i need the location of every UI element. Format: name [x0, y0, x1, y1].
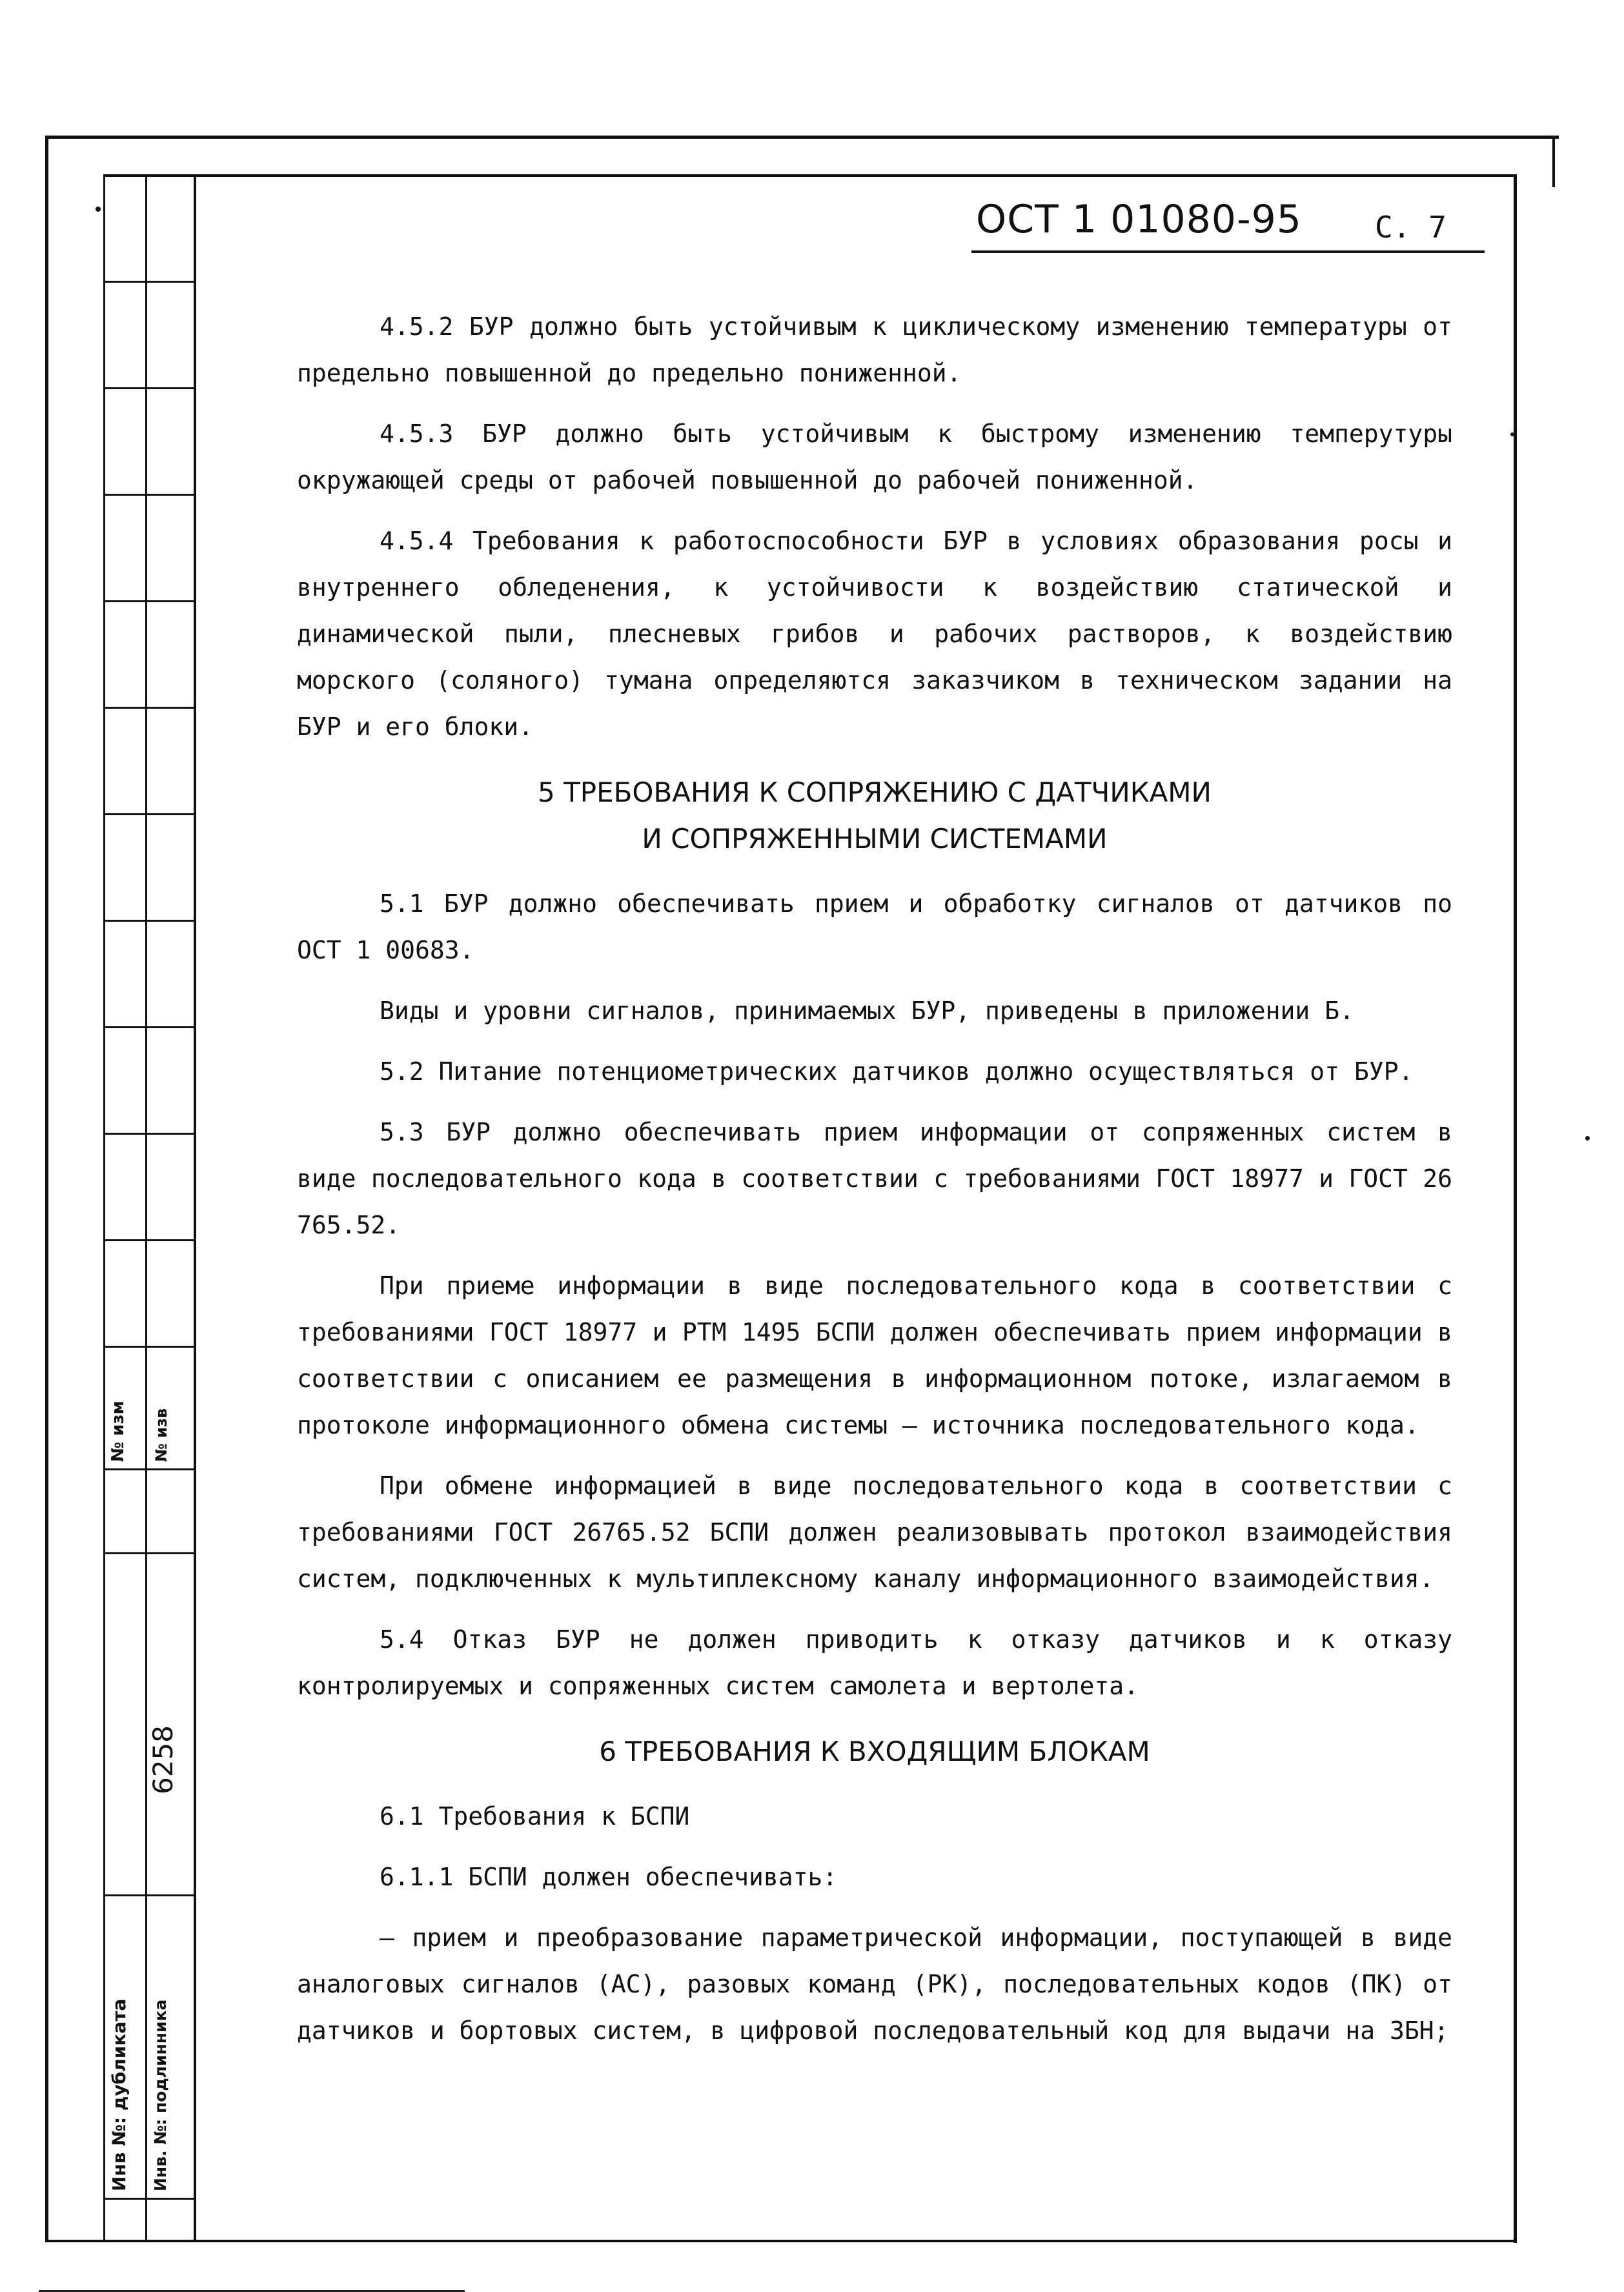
document-code: ОСТ 1 01080-95: [976, 197, 1302, 242]
stamp-row-line: [103, 813, 196, 815]
paragraph-5-3-receive: При приеме информации в виде последовательного кода в соответствии с требованиями ГОСТ 18977 и РТМ 1495 БСПИ должен обеспечивать прием информации в соответствии с описанием ее размещения в информационном потоке, излагаемом в протоколе информационного обмена системы – источника последовательного кода.: [297, 1272, 1452, 1439]
paragraph-5-4: 5.4 Отказ БУР не должен приводить к отказу датчиков и к отказу контролируемых и сопряженных систем самолета и вертолета.: [297, 1625, 1452, 1700]
paragraph-6-1: 6.1 Требования к БСПИ: [380, 1802, 690, 1831]
stamp-row-line: [103, 387, 196, 389]
frame-corner-tick: [1552, 136, 1555, 187]
scan-speck: [1585, 1136, 1590, 1141]
stamp-row-line: [103, 1552, 196, 1554]
stamp-row-line: [103, 2198, 196, 2200]
stamp-doc-no: № изв: [152, 1408, 170, 1462]
stamp-col-mid: [145, 174, 147, 2240]
stamp-row-line: [103, 1239, 196, 1241]
paragraph-4-5-2: 4.5.2 БУР должно быть устойчивым к циклическому изменению температуры от предельно повышенной до предельно пониженной.: [297, 312, 1452, 387]
outer-frame-bottom: [45, 2240, 1517, 2242]
stamp-row-line: [103, 1346, 196, 1348]
paragraph-5-3-exchange: При обмене информацией в виде последовательного кода в соответствии с требованиями ГОСТ 26765.52 БСПИ должен реализовывать протокол взаимодействия систем, подключенных к мультиплексному каналу информационного взаимодействия.: [297, 1472, 1452, 1593]
paragraph-5-1: 5.1 БУР должно обеспечивать прием и обработку сигналов от датчиков по ОСТ 1 00683.: [297, 889, 1452, 964]
stamp-row-line: [103, 494, 196, 496]
section-5-heading: [297, 769, 1452, 862]
document-body: [297, 303, 1452, 2068]
paragraph-5-2: 5.2 Питание потенциометрических датчиков должно осуществляться от БУР.: [380, 1057, 1414, 1086]
stamp-row-line: [103, 1468, 196, 1470]
stamp-row-line: [103, 1026, 196, 1028]
section-6-heading: 6 ТРЕБОВАНИЯ К ВХОДЯЩИМ БЛОКАМ: [599, 1736, 1150, 1767]
section-5-heading-line2: И СОПРЯЖЕННЫМИ СИСТЕМАМИ: [642, 823, 1108, 855]
inner-frame-top: [103, 174, 1517, 177]
outer-frame-left: [45, 136, 48, 2240]
stamp-change-no: № изм: [108, 1401, 128, 1462]
section-5-heading-line1: 5 ТРЕБОВАНИЯ К СОПРЯЖЕНИЮ С ДАТЧИКАМИ: [538, 776, 1212, 808]
stamp-row-line: [103, 707, 196, 709]
outer-frame-right: [1514, 174, 1517, 2243]
stamp-row-line: [103, 1894, 196, 1896]
stamp-duplicate-inv: Инв №: дубликата: [108, 1998, 130, 2191]
page-number: С. 7: [1375, 210, 1446, 245]
inner-frame-left: [194, 174, 196, 2240]
paragraph-6-1-1: 6.1.1 БСПИ должен обеспечивать:: [380, 1863, 838, 1891]
paragraph-5-1-signals: Виды и уровни сигналов, принимаемых БУР, приведены в приложении Б.: [380, 997, 1354, 1025]
paragraph-4-5-4: 4.5.4 Требования к работоспособности БУР в условиях образования росы и внутреннего обледенения, к устойчивости к воздействию статической и динамической пыли, плесневых грибов и рабочих растворов, к воздействию морского (соляного) тумана определяются заказчиком в техническом задании на БУР и его блоки.: [297, 527, 1452, 741]
stamp-row-line: [103, 920, 196, 922]
stamp-original-number: 6258: [147, 1725, 179, 1794]
paragraph-5-3: 5.3 БУР должно обеспечивать прием информации от сопряженных систем в виде последовательного кода в соответствии с требованиями ГОСТ 18977 и ГОСТ 26 765.52.: [297, 1118, 1452, 1239]
stamp-row-line: [103, 600, 196, 602]
stamp-row-line: [103, 281, 196, 283]
paragraph-6-1-1-item: – прием и преобразование параметрической информации, поступающей в виде аналоговых сигналов (АС), разовых команд (РК), последовательных кодов (ПК) от датчиков и бортовых систем, в цифровой последовательный код для выдачи на ЗБН;: [297, 1923, 1452, 2045]
header-rule: [971, 250, 1485, 253]
paragraph-4-5-3: 4.5.3 БУР должно быть устойчивым к быстрому изменению темперутуры окружающей среды от рабочей повышенной до рабочей пониженной.: [297, 420, 1452, 494]
scan-speck: [96, 207, 101, 212]
outer-frame-top: [45, 136, 1559, 139]
stamp-col-left: [103, 174, 105, 2240]
stamp-original-inv: Инв. №: подлинника: [151, 1999, 170, 2191]
stamp-row-line: [103, 1133, 196, 1135]
scan-speck: [1510, 432, 1514, 436]
